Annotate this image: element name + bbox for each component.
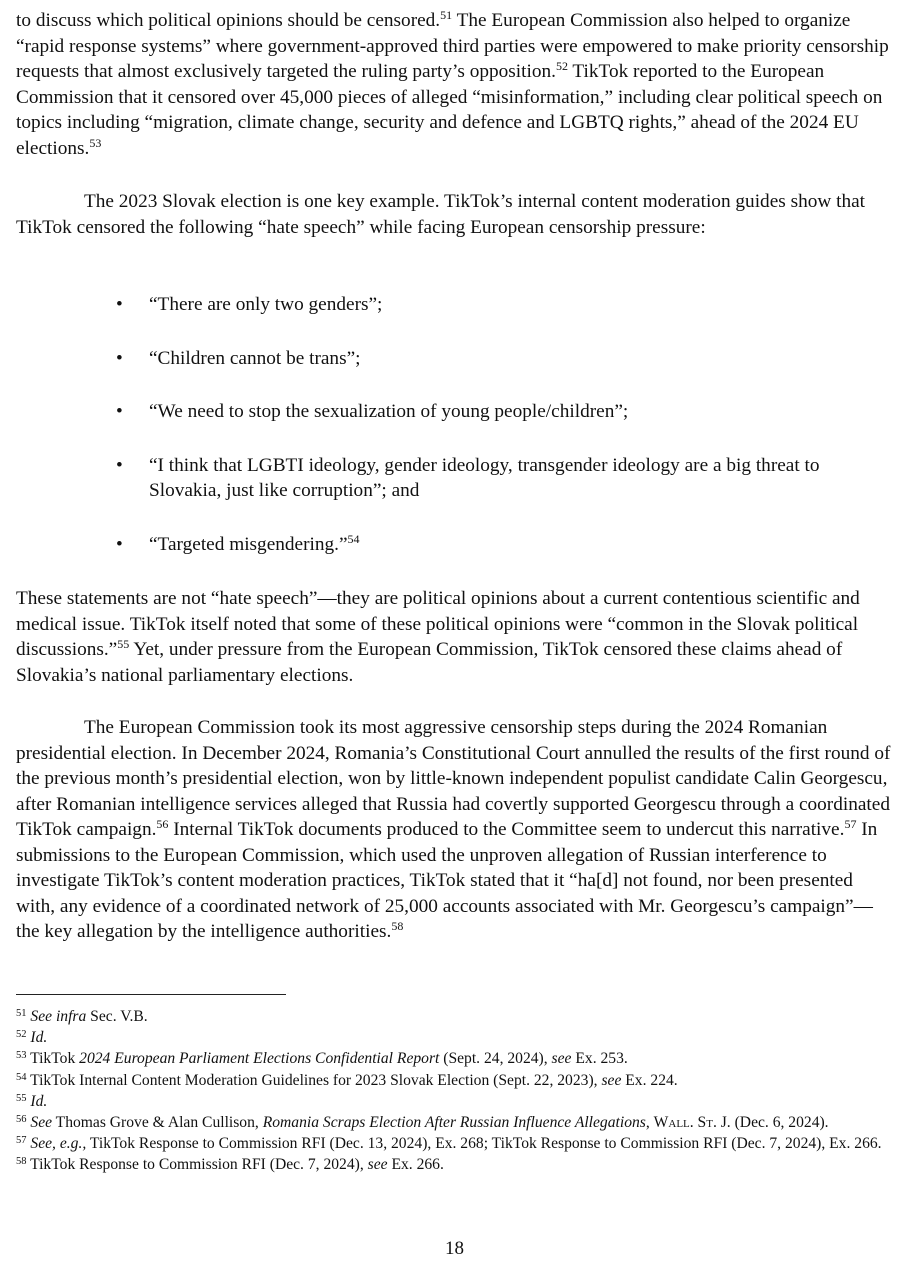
bullet-item <box>116 292 896 318</box>
footnote-ref-52[interactable]: 52 <box>555 59 568 73</box>
footnote-ref-57[interactable]: 57 <box>844 817 857 831</box>
page-number: 18 <box>445 1238 464 1259</box>
text-span: TikTok Response to Commission RFI (Dec. 13, 2024), Ex. 268; TikTok Response to Commission RFI (Dec. 7, 2024), Ex. 266. <box>86 1135 882 1153</box>
footnote-ref-55[interactable]: 55 <box>117 637 130 651</box>
footnote-ref-53[interactable]: 53 <box>89 135 102 150</box>
text-span: to discuss which political opinions should be censored. <box>16 10 441 31</box>
bullet-list <box>116 292 896 585</box>
text-span: (Sept. 24, 2024), <box>439 1050 552 1068</box>
italic-text: 2024 European Parliament Elections Confidential Report <box>79 1050 440 1068</box>
footnotes <box>16 1006 896 1176</box>
paragraph-2-text: The 2023 Slovak election is one key example. TikTok’s internal content moderation guides show that TikTok censored the following “hate speech” while facing European censorship pressure: <box>16 191 866 238</box>
italic-text: see <box>367 1156 388 1174</box>
bullet-icon: • <box>116 454 123 476</box>
text-span: TikTok <box>26 1050 80 1068</box>
footnote-number: 55 <box>16 1092 27 1104</box>
paragraph-2 <box>16 189 894 240</box>
footnote-number: 54 <box>16 1071 27 1083</box>
footnote-number: 52 <box>16 1029 27 1041</box>
text-span: These statements are not “hate speech”—they are political opinions about a current contentious scientific and medical issue. TikTok itself noted that some of these political opinions were “common in the Slovak political discussions.” <box>16 588 860 660</box>
italic-text: see <box>551 1050 572 1068</box>
footnote-number: 58 <box>16 1156 27 1168</box>
footnote-number: 56 <box>16 1114 27 1126</box>
bullet-item <box>116 346 896 372</box>
footnote-number: 57 <box>16 1135 27 1147</box>
paragraph-1 <box>16 8 894 161</box>
bullet-text: “We need to stop the sexualization of young people/children”; <box>149 401 629 422</box>
text-span: TikTok Internal Content Moderation Guidelines for 2023 Slovak Election (Sept. 22, 2023), <box>26 1071 602 1089</box>
footnote-53 <box>16 1048 896 1069</box>
text-span: TikTok reported to the European Commission that it censored over 45,000 pieces of alleged “misinformation,” including clear political speech on topics including “migration, climate change, security and defence and LGBTQ rights,” ahead of the 2024 EU elections. <box>16 61 883 159</box>
footnote-number: 53 <box>16 1050 27 1062</box>
text-span: Yet, under pressure from the European Commission, TikTok censored these claims ahead of Slovakia’s national parliamentary elections. <box>16 639 843 686</box>
text-span: Ex. 253. <box>571 1050 628 1068</box>
bullet-text: “I think that LGBTI ideology, gender ideology, transgender ideology are a big threat to Slovakia, just like corruption”; and <box>149 454 820 501</box>
footnote-58 <box>16 1154 896 1175</box>
bullet-text: “Targeted misgendering.” <box>149 533 348 555</box>
bullet-text: “There are only two genders”; <box>149 294 383 315</box>
footnote-55 <box>16 1091 896 1112</box>
small-caps-text: Wall. St. J. <box>653 1114 731 1132</box>
italic-text: Romania Scraps Election After Russian Influence Allegations <box>262 1114 646 1132</box>
text-span: TikTok Response to Commission RFI (Dec. 7, 2024), <box>26 1156 368 1174</box>
footnote-56 <box>16 1112 896 1133</box>
text-span: (Dec. 6, 2024). <box>730 1114 829 1132</box>
footnote-divider <box>16 994 286 995</box>
text-span: In submissions to the European Commission, which used the unproven allegation of Russian interference to investigate TikTok’s content moderation practices, TikTok stated that it “ha[d] not found, nor been presented with, any evidence of a coordinated network of 25,000 accounts associated with Mr. Georgescu’s campaign”—the key allegation by the intelligence authorities. <box>16 819 878 942</box>
footnote-52 <box>16 1027 896 1048</box>
text-span: Thomas Grove & Alan Cullison, <box>52 1114 263 1132</box>
text-span: , <box>645 1114 654 1132</box>
bullet-icon: • <box>116 401 123 422</box>
italic-text: Id. <box>30 1092 48 1110</box>
text-span: Ex. 224. <box>621 1071 678 1089</box>
footnote-ref-56[interactable]: 56 <box>156 817 169 831</box>
bullet-icon: • <box>116 294 123 315</box>
footnote-ref-54[interactable]: 54 <box>347 531 360 546</box>
text-span: The European Commission took its most aggressive censorship steps during the 2024 Romanian presidential election. In December 2024, Romania’s Constitutional Court annulled the results of the first round of the previous month’s presidential election, won by little-known independent populist candidate Calin Georgescu, after Romanian intelligence services alleged that Russia had covertly supported Georgescu through a coordinated TikTok campaign. <box>16 717 891 840</box>
italic-text: See infra <box>30 1008 87 1025</box>
text-span: Sec. V.B. <box>86 1008 148 1025</box>
paragraph-3 <box>16 586 894 688</box>
bullet-item <box>116 532 896 558</box>
paragraph-4 <box>16 715 894 945</box>
text-span: Ex. 266. <box>387 1156 444 1174</box>
footnote-ref-58[interactable]: 58 <box>391 919 404 933</box>
bullet-item <box>116 399 896 425</box>
italic-text: See <box>30 1114 53 1132</box>
bullet-icon: • <box>116 533 123 555</box>
bullet-icon: • <box>116 347 123 369</box>
bullet-text: “Children cannot be trans”; <box>149 347 361 369</box>
footnote-54 <box>16 1070 896 1091</box>
bullet-item <box>116 453 896 504</box>
italic-text: See, e.g., <box>30 1135 87 1153</box>
footnote-57 <box>16 1133 896 1154</box>
italic-text: Id. <box>30 1029 48 1047</box>
italic-text: see <box>601 1071 622 1089</box>
footnote-51 <box>16 1006 896 1027</box>
footnote-ref-51[interactable]: 51 <box>440 8 453 22</box>
text-span: The European Commission also helped to organize “rapid response systems” where government-approved third parties were empowered to make priority censorship requests that almost exclusively targeted the ruling party’s opposition. <box>16 10 889 82</box>
footnote-number: 51 <box>16 1008 27 1019</box>
text-span: Internal TikTok documents produced to the Committee seem to undercut this narrative. <box>168 819 845 840</box>
